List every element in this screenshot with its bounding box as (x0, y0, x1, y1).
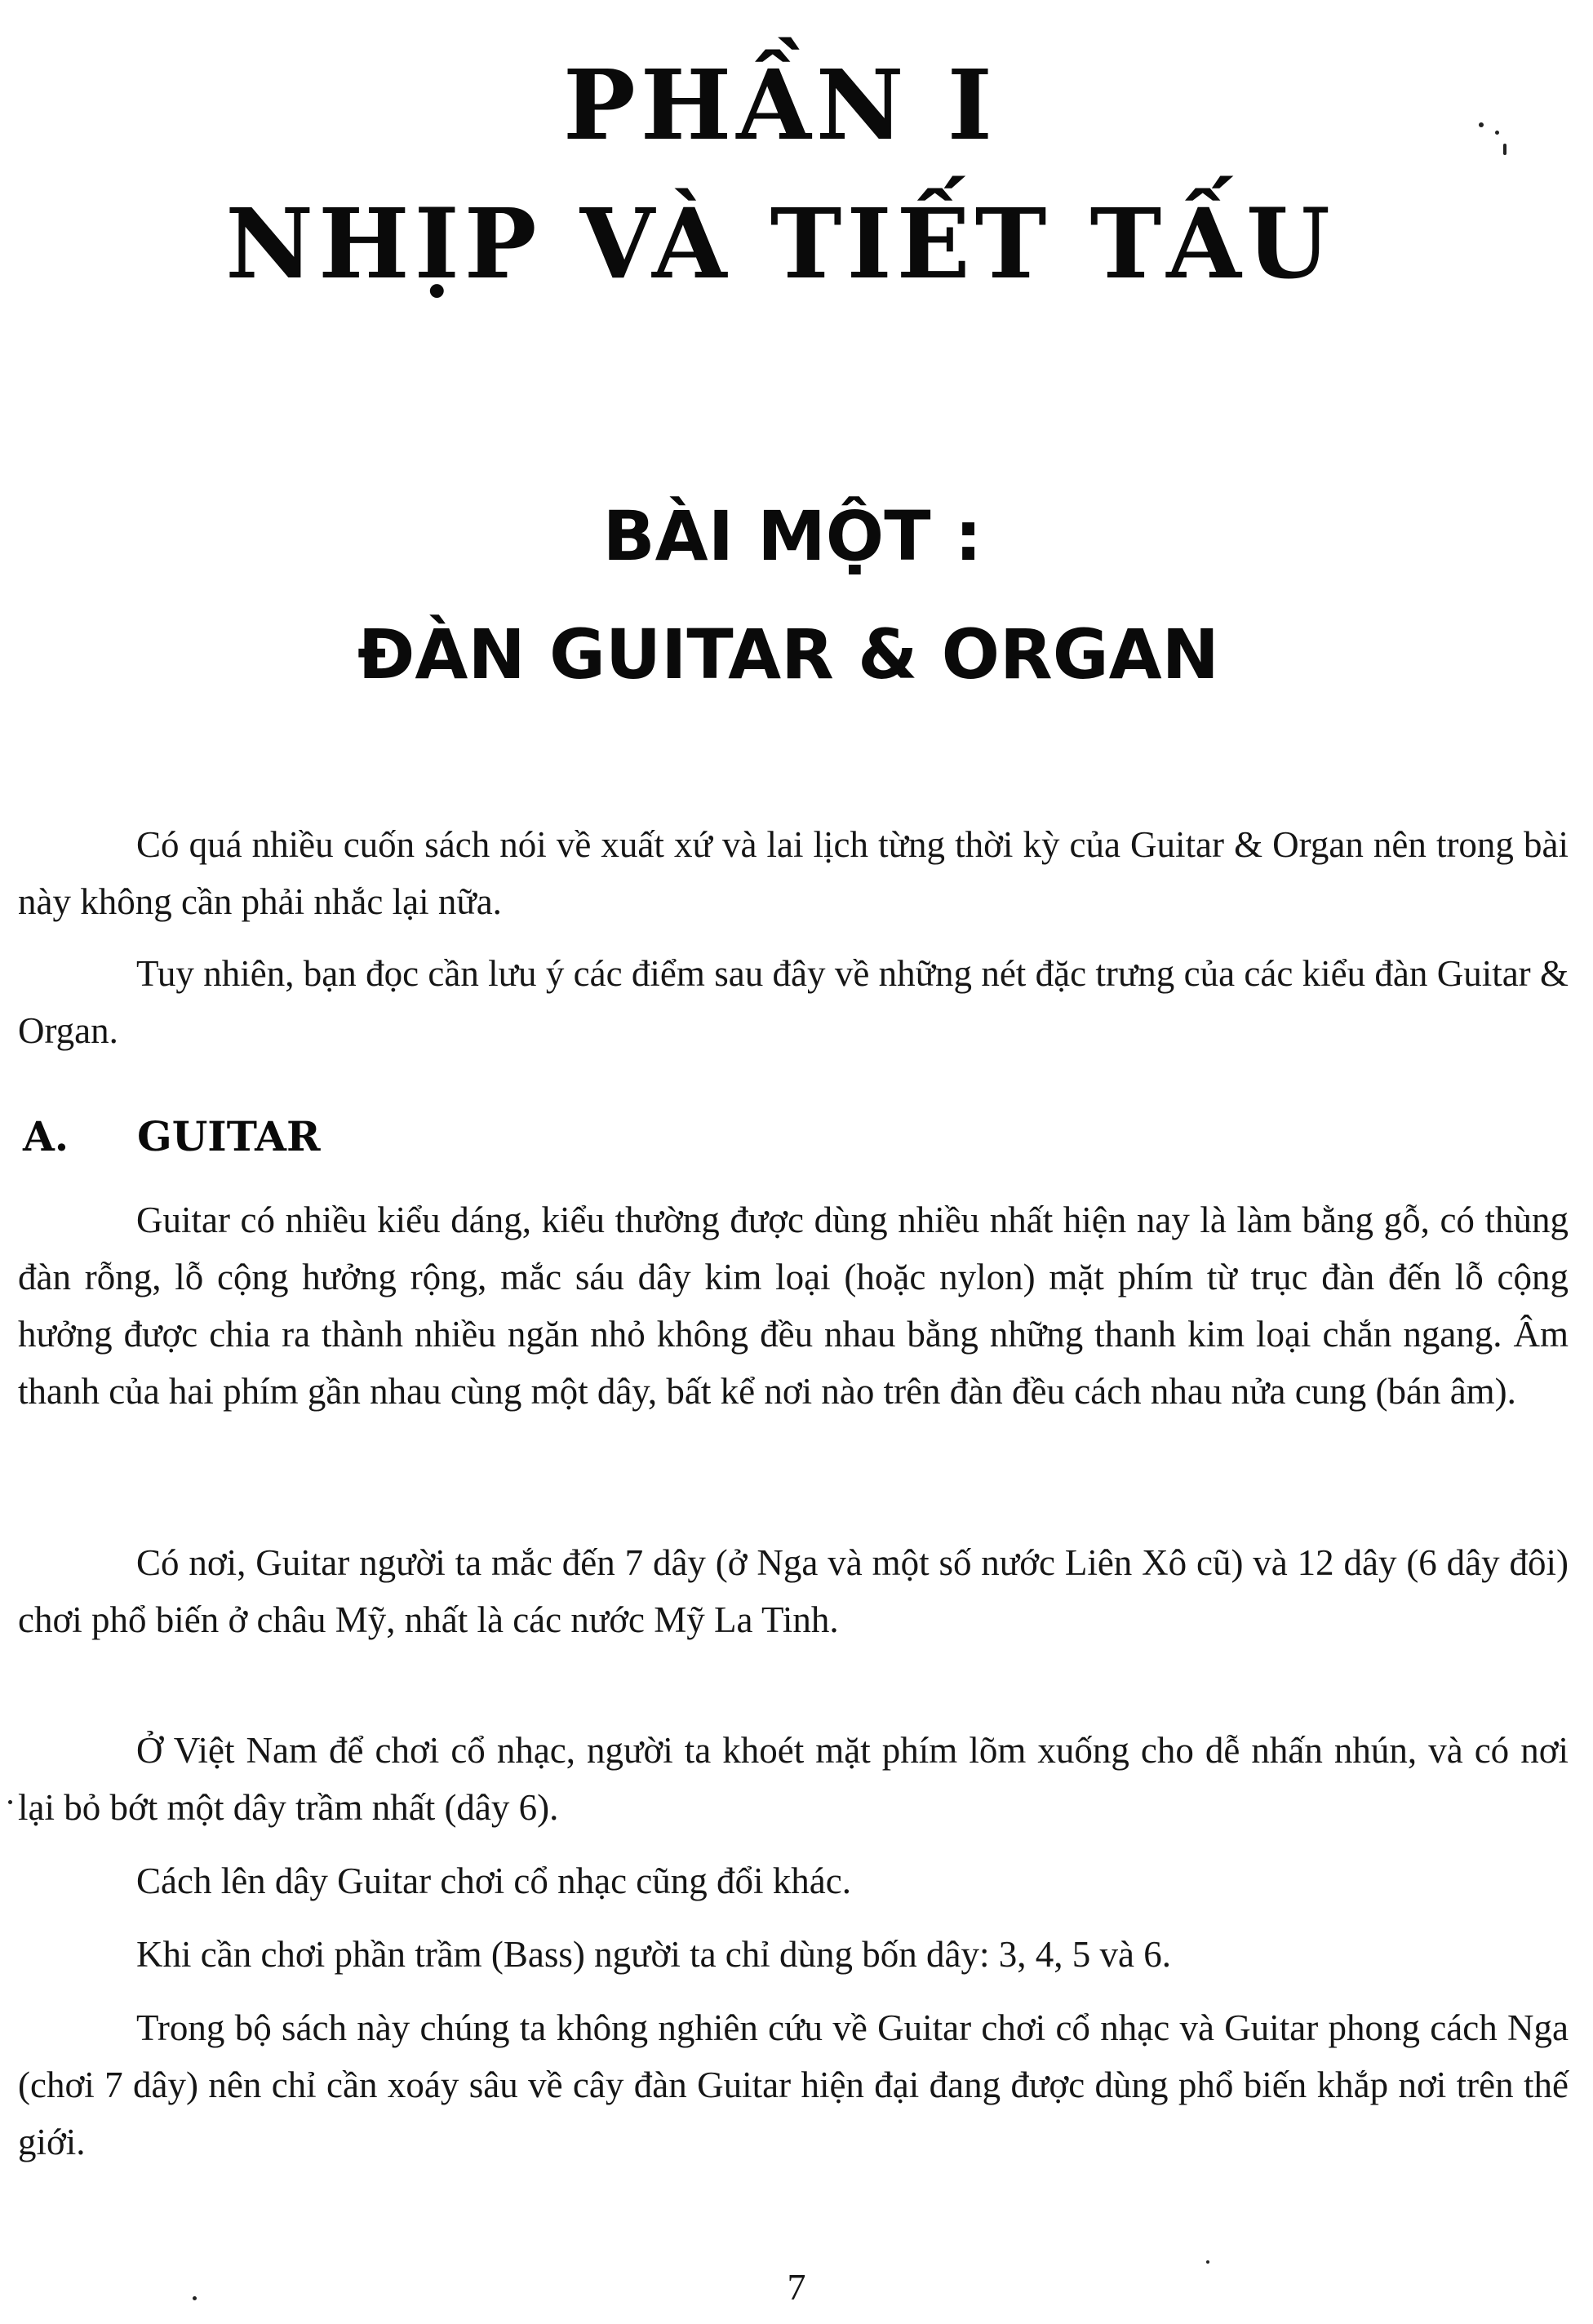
scan-speck (1503, 144, 1506, 155)
guitar-paragraph-2: Có nơi, Guitar người ta mắc đến 7 dây (ở Nga và một số nước Liên Xô cũ) và 12 dây (6 dây đôi) chơi phổ biến ở châu Mỹ, nhất là các nước Mỹ La Tinh. (18, 1542, 1569, 1640)
scan-speck (193, 2296, 197, 2300)
section-letter: A. (23, 1112, 69, 1160)
section-heading-guitar (23, 1112, 321, 1160)
guitar-paragraph-6: Trong bộ sách này chúng ta không nghiên cứu về Guitar chơi cổ nhạc và Guitar phong cách Nga (chơi 7 dây) nên chỉ cần xoáy sâu về cây đàn Guitar hiện đại đang được dùng phổ biến khắp nơi trên thế giới. (18, 2007, 1569, 2162)
intro-paragraph-2: Tuy nhiên, bạn đọc cần lưu ý các điểm sau đây về những nét đặc trưng của các kiểu đàn Guitar & Organ. (18, 953, 1569, 1051)
intro-paragraph-1: Có quá nhiều cuốn sách nói về xuất xứ và lai lịch từng thời kỳ của Guitar & Organ nên trong bài này không cần phải nhắc lại nữa. (18, 824, 1569, 922)
scan-speck (1206, 2260, 1209, 2264)
lesson-label: BÀI MỘT : (602, 496, 983, 576)
guitar-paragraph-5: Khi cần chơi phần trầm (Bass) người ta chỉ dùng bốn dây: 3, 4, 5 và 6. (136, 1934, 1171, 1975)
guitar-paragraph-1: Guitar có nhiều kiểu dáng, kiểu thường được dùng nhiều nhất hiện nay là làm bằng gỗ, có thùng đàn rỗng, lỗ cộng hưởng rộng, mắc sáu dây kim loại (hoặc nylon) mặt phím từ trục đàn đến lỗ cộng hưởng được chia ra thành nhiều ngăn nhỏ không đều nhau bằng những thanh kim loại chắn ngang. Âm thanh của hai phím gần nhau cùng một dây, bất kể nơi nào trên đàn đều cách nhau nửa cung (bán âm). (18, 1200, 1569, 1412)
part-label: PHẦN I (563, 48, 997, 162)
part-title: NHỊP VÀ TIẾT TẤU (225, 187, 1335, 300)
page-number: 7 (787, 2266, 806, 2308)
scan-speck (1479, 122, 1484, 127)
scan-speck (8, 1800, 12, 1804)
guitar-paragraph-3: Ở Việt Nam để chơi cổ nhạc, người ta khoét mặt phím lõm xuống cho dễ nhấn nhún, và có nơi lại bỏ bớt một dây trầm nhất (dây 6). (18, 1730, 1569, 1828)
section-title: GUITAR (137, 1112, 321, 1160)
lesson-title: ĐÀN GUITAR & ORGAN (357, 614, 1219, 694)
guitar-paragraph-4: Cách lên dây Guitar chơi cổ nhạc cũng đổi khác. (136, 1861, 851, 1901)
scan-speck (1495, 131, 1499, 135)
